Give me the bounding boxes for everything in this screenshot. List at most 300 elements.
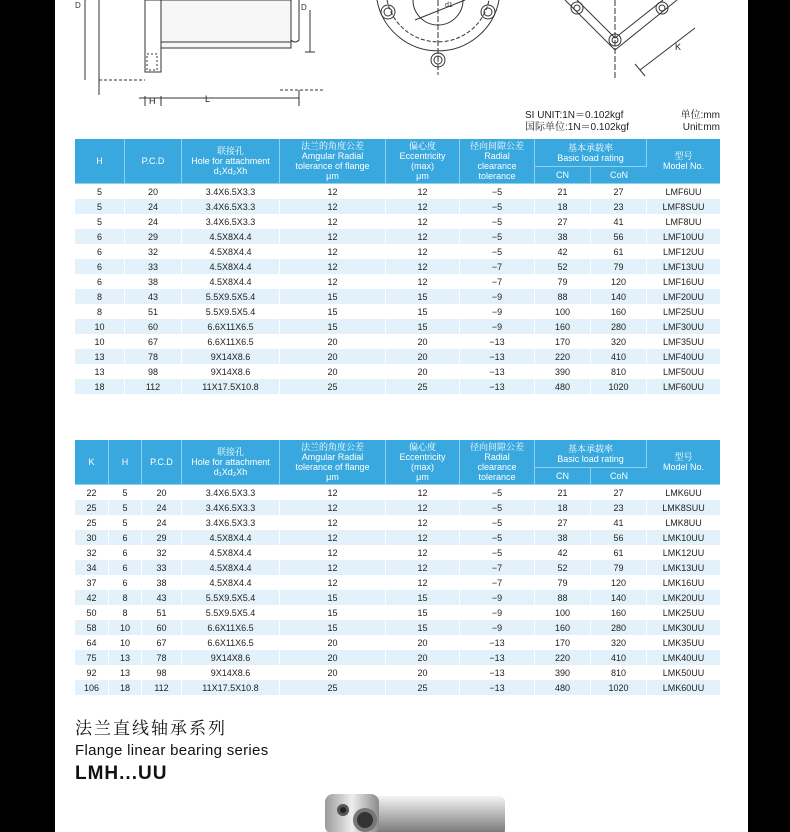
header-cn: CN [535, 468, 591, 485]
lmf-spec-table [75, 139, 720, 394]
cell-model: LMF6UU [647, 184, 720, 199]
table-row [75, 274, 720, 289]
cell-pcd: 78 [125, 349, 182, 364]
unit-intl-label: 国际单位:1N＝0.102kgf [525, 122, 629, 133]
cell-pcd: 32 [142, 545, 182, 560]
catalog-page [55, 0, 748, 832]
cell-radial: −5 [460, 244, 535, 259]
cell-hole: 3.4X6.5X3.3 [182, 184, 280, 199]
cell-cn: 38 [535, 229, 591, 244]
cell-hole: 6.6X11X6.5 [182, 635, 280, 650]
cell-con: 27 [591, 184, 647, 199]
cell-ecc: 20 [386, 349, 460, 364]
cell-pcd: 32 [125, 244, 182, 259]
cell-ecc: 15 [386, 590, 460, 605]
cell-angular: 20 [280, 650, 386, 665]
cell-radial: −5 [460, 515, 535, 530]
cell-hole: 9X14X8.6 [182, 650, 280, 665]
cell-h: 5 [109, 515, 142, 530]
cell-radial: −5 [460, 184, 535, 199]
cell-cn: 220 [535, 650, 591, 665]
cell-con: 280 [591, 319, 647, 334]
cell-hole: 11X17.5X10.8 [182, 680, 280, 695]
cell-h: 5 [75, 184, 125, 199]
cell-angular: 12 [280, 229, 386, 244]
cell-pcd: 51 [142, 605, 182, 620]
header-eccentricity: 偏心度 Eccentricity (max) μm [386, 440, 460, 485]
header-con: CoN [591, 468, 647, 485]
cell-hole: 5.5X9.5X5.4 [182, 304, 280, 319]
header-con: CoN [591, 167, 647, 184]
cell-k: 25 [75, 500, 109, 515]
cell-radial: −5 [460, 500, 535, 515]
cell-radial: −13 [460, 665, 535, 680]
cell-cn: 160 [535, 620, 591, 635]
cell-pcd: 43 [142, 590, 182, 605]
cell-hole: 4.5X8X4.4 [182, 530, 280, 545]
cell-cn: 52 [535, 560, 591, 575]
table-row [75, 515, 720, 530]
cell-model: LMK40UU [647, 650, 720, 665]
cell-h: 8 [75, 304, 125, 319]
header-angular: 法兰的角度公差 Amgular Radial tolerance of flange μm [280, 139, 386, 184]
series-heading [75, 714, 269, 785]
table-row [75, 319, 720, 334]
cell-h: 5 [109, 485, 142, 500]
cell-angular: 25 [280, 379, 386, 394]
table-row [75, 364, 720, 379]
cell-hole: 6.6X11X6.5 [182, 334, 280, 349]
cell-hole: 11X17.5X10.8 [182, 379, 280, 394]
header-model: 型号 Model No. [647, 440, 720, 485]
cell-hole: 4.5X8X4.4 [182, 274, 280, 289]
cell-model: LMK30UU [647, 620, 720, 635]
cell-con: 56 [591, 229, 647, 244]
cell-ecc: 12 [386, 214, 460, 229]
cell-h: 6 [75, 259, 125, 274]
cell-ecc: 12 [386, 485, 460, 500]
cell-hole: 5.5X9.5X5.4 [182, 605, 280, 620]
cell-cn: 52 [535, 259, 591, 274]
cell-model: LMF12UU [647, 244, 720, 259]
cell-angular: 20 [280, 665, 386, 680]
table-row [75, 485, 720, 500]
cell-model: LMK12UU [647, 545, 720, 560]
table-row [75, 575, 720, 590]
cell-model: LMK8SUU [647, 500, 720, 515]
cell-hole: 3.4X6.5X3.3 [182, 500, 280, 515]
series-title-en: Flange linear bearing series [75, 742, 269, 759]
cell-con: 120 [591, 575, 647, 590]
table-row [75, 304, 720, 319]
cell-h: 13 [75, 349, 125, 364]
cell-radial: −9 [460, 304, 535, 319]
cell-hole: 4.5X8X4.4 [182, 560, 280, 575]
cell-h: 10 [75, 319, 125, 334]
header-radial: 径向间隙公差 Radial clearance tolerance [460, 139, 535, 184]
cell-h: 6 [75, 244, 125, 259]
cell-h: 6 [109, 530, 142, 545]
cell-radial: −5 [460, 545, 535, 560]
cell-pcd: 112 [125, 379, 182, 394]
cell-k: 37 [75, 575, 109, 590]
cell-hole: 4.5X8X4.4 [182, 575, 280, 590]
cell-pcd: 29 [142, 530, 182, 545]
cell-pcd: 67 [142, 635, 182, 650]
header-pcd: P.C.D [125, 139, 182, 184]
cell-pcd: 24 [125, 199, 182, 214]
cell-cn: 88 [535, 590, 591, 605]
cell-angular: 20 [280, 334, 386, 349]
cell-h: 6 [75, 274, 125, 289]
table-row [75, 620, 720, 635]
cell-radial: −13 [460, 334, 535, 349]
table-row [75, 214, 720, 229]
table-row [75, 530, 720, 545]
cell-ecc: 12 [386, 184, 460, 199]
cell-cn: 79 [535, 274, 591, 289]
table-row [75, 199, 720, 214]
cell-con: 79 [591, 560, 647, 575]
header-hole: 联接孔 Hole for attachment d₁Xd₂Xh [182, 139, 280, 184]
series-model: LMH...UU [75, 763, 168, 784]
cell-radial: −7 [460, 560, 535, 575]
series-title-cn: 法兰直线轴承系列 [75, 719, 227, 739]
cell-radial: −13 [460, 364, 535, 379]
cell-cn: 27 [535, 214, 591, 229]
cell-hole: 5.5X9.5X5.4 [182, 590, 280, 605]
table-row [75, 229, 720, 244]
cell-ecc: 20 [386, 334, 460, 349]
table-row [75, 650, 720, 665]
cell-angular: 12 [280, 259, 386, 274]
cell-hole: 3.4X6.5X3.3 [182, 485, 280, 500]
table-row [75, 289, 720, 304]
cell-con: 56 [591, 530, 647, 545]
cell-k: 75 [75, 650, 109, 665]
cell-pcd: 51 [125, 304, 182, 319]
cell-h: 8 [75, 289, 125, 304]
header-load-rating: 基本承载率 Basic load rating [535, 139, 647, 167]
cell-model: LMK16UU [647, 575, 720, 590]
cell-k: 64 [75, 635, 109, 650]
table-row [75, 349, 720, 364]
cell-hole: 3.4X6.5X3.3 [182, 515, 280, 530]
cell-pcd: 24 [142, 515, 182, 530]
cell-cn: 480 [535, 680, 591, 695]
cell-model: LMF60UU [647, 379, 720, 394]
cell-k: 22 [75, 485, 109, 500]
cell-con: 120 [591, 274, 647, 289]
cell-con: 61 [591, 545, 647, 560]
cell-ecc: 12 [386, 530, 460, 545]
cell-model: LMK6UU [647, 485, 720, 500]
cell-h: 10 [75, 334, 125, 349]
table-row [75, 590, 720, 605]
cell-h: 8 [109, 605, 142, 620]
cell-radial: −5 [460, 530, 535, 545]
cell-hole: 4.5X8X4.4 [182, 545, 280, 560]
cell-k: 25 [75, 515, 109, 530]
cell-k: 30 [75, 530, 109, 545]
cell-pcd: 38 [142, 575, 182, 590]
cell-con: 160 [591, 605, 647, 620]
cell-model: LMF8SUU [647, 199, 720, 214]
cell-h: 6 [109, 560, 142, 575]
cell-con: 79 [591, 259, 647, 274]
cell-hole: 3.4X6.5X3.3 [182, 214, 280, 229]
cell-model: LMF50UU [647, 364, 720, 379]
cell-cn: 480 [535, 379, 591, 394]
cell-hole: 4.5X8X4.4 [182, 259, 280, 274]
lmk-table-body [75, 485, 720, 695]
cell-angular: 12 [280, 515, 386, 530]
table-row [75, 665, 720, 680]
cell-cn: 18 [535, 500, 591, 515]
lmf-table-body [75, 184, 720, 394]
cell-ecc: 12 [386, 575, 460, 590]
cell-model: LMF35UU [647, 334, 720, 349]
cell-radial: −7 [460, 575, 535, 590]
header-load-rating: 基本承载率 Basic load rating [535, 440, 647, 468]
cell-model: LMK20UU [647, 590, 720, 605]
cell-angular: 12 [280, 575, 386, 590]
cell-model: LMF13UU [647, 259, 720, 274]
cell-h: 5 [109, 500, 142, 515]
cell-radial: −9 [460, 590, 535, 605]
cell-cn: 18 [535, 199, 591, 214]
cell-k: 92 [75, 665, 109, 680]
cell-con: 41 [591, 515, 647, 530]
cell-h: 18 [109, 680, 142, 695]
cell-angular: 12 [280, 530, 386, 545]
cell-model: LMF40UU [647, 349, 720, 364]
cell-model: LMF20UU [647, 289, 720, 304]
cell-model: LMK25UU [647, 605, 720, 620]
cell-h: 6 [75, 229, 125, 244]
cell-h: 8 [109, 590, 142, 605]
table-row [75, 244, 720, 259]
table-row [75, 545, 720, 560]
cell-ecc: 12 [386, 229, 460, 244]
cell-con: 1020 [591, 379, 647, 394]
cell-hole: 6.6X11X6.5 [182, 319, 280, 334]
header-eccentricity: 偏心度 Eccentricity (max) μm [386, 139, 460, 184]
cell-h: 13 [109, 650, 142, 665]
header-model: 型号 Model No. [647, 139, 720, 184]
cell-pcd: 112 [142, 680, 182, 695]
cell-ecc: 15 [386, 289, 460, 304]
cell-cn: 88 [535, 289, 591, 304]
cell-hole: 9X14X8.6 [182, 364, 280, 379]
dim-d1-small-label: d1 [445, 2, 453, 9]
cell-radial: −13 [460, 379, 535, 394]
cell-pcd: 98 [125, 364, 182, 379]
cell-ecc: 20 [386, 665, 460, 680]
cell-k: 50 [75, 605, 109, 620]
cell-pcd: 60 [142, 620, 182, 635]
cell-pcd: 38 [125, 274, 182, 289]
cell-con: 320 [591, 635, 647, 650]
cell-con: 23 [591, 500, 647, 515]
cell-con: 61 [591, 244, 647, 259]
cell-con: 320 [591, 334, 647, 349]
lmk-spec-table [75, 440, 720, 695]
cell-ecc: 15 [386, 605, 460, 620]
cell-k: 34 [75, 560, 109, 575]
cell-ecc: 25 [386, 379, 460, 394]
cell-radial: −13 [460, 680, 535, 695]
cell-cn: 42 [535, 244, 591, 259]
cell-angular: 15 [280, 620, 386, 635]
cell-angular: 15 [280, 304, 386, 319]
cell-angular: 15 [280, 289, 386, 304]
cell-ecc: 12 [386, 560, 460, 575]
cell-cn: 21 [535, 184, 591, 199]
cell-radial: −5 [460, 214, 535, 229]
cell-con: 140 [591, 289, 647, 304]
cell-radial: −9 [460, 289, 535, 304]
cell-h: 5 [75, 214, 125, 229]
cell-radial: −9 [460, 605, 535, 620]
cell-radial: −13 [460, 635, 535, 650]
cell-h: 6 [109, 545, 142, 560]
cell-con: 23 [591, 199, 647, 214]
cell-cn: 100 [535, 605, 591, 620]
cell-con: 140 [591, 590, 647, 605]
cell-cn: 42 [535, 545, 591, 560]
table-row [75, 379, 720, 394]
table-row [75, 184, 720, 199]
cell-ecc: 12 [386, 199, 460, 214]
header-pcd: P.C.D [142, 440, 182, 485]
cell-angular: 20 [280, 349, 386, 364]
cell-cn: 79 [535, 575, 591, 590]
cell-model: LMF8UU [647, 214, 720, 229]
cell-con: 280 [591, 620, 647, 635]
cell-pcd: 67 [125, 334, 182, 349]
cell-k: 32 [75, 545, 109, 560]
cell-radial: −7 [460, 259, 535, 274]
cell-angular: 12 [280, 485, 386, 500]
cell-pcd: 24 [125, 214, 182, 229]
cell-h: 10 [109, 635, 142, 650]
cell-pcd: 43 [125, 289, 182, 304]
cell-hole: 6.6X11X6.5 [182, 620, 280, 635]
cell-con: 410 [591, 650, 647, 665]
cell-ecc: 20 [386, 364, 460, 379]
cell-k: 106 [75, 680, 109, 695]
cell-hole: 9X14X8.6 [182, 349, 280, 364]
cell-angular: 12 [280, 244, 386, 259]
unit-mm-en-label: Unit:mm [682, 122, 720, 133]
cell-h: 13 [75, 364, 125, 379]
cell-radial: −13 [460, 650, 535, 665]
cell-con: 410 [591, 349, 647, 364]
dim-d1-label: D [75, 1, 81, 10]
cell-radial: −9 [460, 620, 535, 635]
cell-ecc: 20 [386, 635, 460, 650]
header-hole: 联接孔 Hole for attachment d₁Xd₂Xh [182, 440, 280, 485]
cell-ecc: 15 [386, 319, 460, 334]
cell-con: 160 [591, 304, 647, 319]
cell-angular: 12 [280, 274, 386, 289]
cell-pcd: 78 [142, 650, 182, 665]
cell-model: LMK10UU [647, 530, 720, 545]
cell-cn: 170 [535, 334, 591, 349]
cell-h: 10 [109, 620, 142, 635]
cell-model: LMK35UU [647, 635, 720, 650]
cell-angular: 12 [280, 184, 386, 199]
cell-cn: 390 [535, 665, 591, 680]
table-row [75, 560, 720, 575]
cell-hole: 4.5X8X4.4 [182, 229, 280, 244]
cell-hole: 5.5X9.5X5.4 [182, 289, 280, 304]
cell-ecc: 15 [386, 620, 460, 635]
cell-hole: 9X14X8.6 [182, 665, 280, 680]
cell-radial: −13 [460, 349, 535, 364]
cell-radial: −5 [460, 485, 535, 500]
cell-cn: 390 [535, 364, 591, 379]
cell-h: 13 [109, 665, 142, 680]
cell-angular: 20 [280, 364, 386, 379]
cell-h: 18 [75, 379, 125, 394]
cell-cn: 100 [535, 304, 591, 319]
cell-radial: −7 [460, 274, 535, 289]
cell-pcd: 60 [125, 319, 182, 334]
cell-ecc: 12 [386, 545, 460, 560]
cell-ecc: 25 [386, 680, 460, 695]
header-k: K [75, 440, 109, 485]
cell-con: 810 [591, 364, 647, 379]
cell-con: 27 [591, 485, 647, 500]
cell-hole: 4.5X8X4.4 [182, 244, 280, 259]
table-row [75, 680, 720, 695]
cell-cn: 38 [535, 530, 591, 545]
table-row [75, 605, 720, 620]
cell-angular: 12 [280, 199, 386, 214]
cell-model: LMF30UU [647, 319, 720, 334]
cell-k: 58 [75, 620, 109, 635]
header-h: H [109, 440, 142, 485]
cell-cn: 21 [535, 485, 591, 500]
header-cn: CN [535, 167, 591, 184]
cell-cn: 27 [535, 515, 591, 530]
cell-angular: 12 [280, 545, 386, 560]
cell-model: LMK60UU [647, 680, 720, 695]
cell-ecc: 12 [386, 515, 460, 530]
cell-pcd: 98 [142, 665, 182, 680]
cell-model: LMK13UU [647, 560, 720, 575]
round-flange-drawing [377, 0, 499, 75]
cell-ecc: 12 [386, 244, 460, 259]
cell-ecc: 12 [386, 274, 460, 289]
cell-con: 1020 [591, 680, 647, 695]
header-angular: 法兰的角度公差 Amgular Radial tolerance of flange μm [280, 440, 386, 485]
cell-model: LMK50UU [647, 665, 720, 680]
bearing-product-photo [295, 780, 535, 832]
cell-model: LMF16UU [647, 274, 720, 289]
cell-pcd: 20 [142, 485, 182, 500]
cell-angular: 20 [280, 635, 386, 650]
cell-ecc: 12 [386, 500, 460, 515]
cell-pcd: 24 [142, 500, 182, 515]
cell-model: LMK8UU [647, 515, 720, 530]
cell-angular: 12 [280, 500, 386, 515]
dim-l-label: L [205, 94, 211, 104]
cell-pcd: 29 [125, 229, 182, 244]
dim-k-label: K [675, 42, 682, 52]
